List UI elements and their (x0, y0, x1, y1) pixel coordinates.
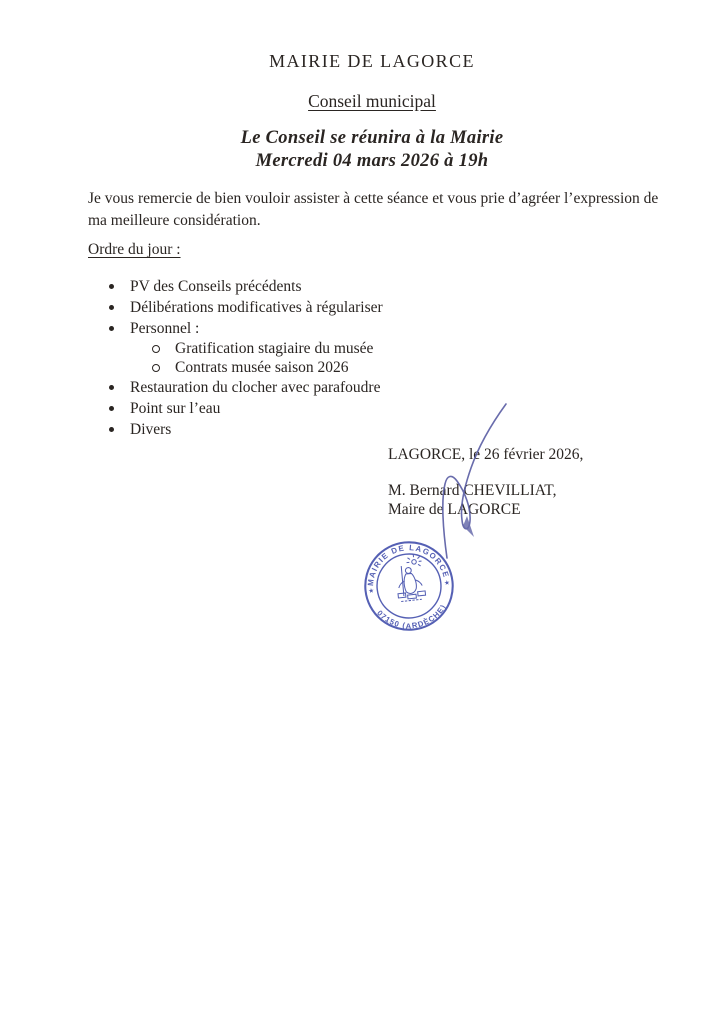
agenda-item-label: Personnel : (130, 320, 200, 337)
agenda-item-label: PV des Conseils précédents (130, 278, 302, 295)
disc-bullet-icon (109, 326, 114, 331)
signature-ink-blot (463, 516, 474, 537)
stamp-star-right-icon: ★ (443, 579, 451, 588)
list-item (88, 297, 608, 318)
list-item-sub (88, 339, 608, 358)
page-title: MAIRIE DE LAGORCE (269, 51, 475, 71)
disc-bullet-icon (109, 284, 114, 289)
greeting-line2: ma meilleure considération. (88, 212, 261, 229)
agenda-subitem-label: Contrats musée saison 2026 (175, 359, 349, 376)
document-subtitle: Conseil municipal (308, 91, 436, 111)
greeting-line1: Je vous remercie de bien vouloir assister à cette séance et vous prie d’agréer l’expression de (88, 190, 659, 207)
agenda-item-label: Délibérations modificatives à régulariser (130, 299, 383, 316)
disc-bullet-icon (109, 427, 114, 432)
list-item-sub (88, 358, 608, 377)
signatory-title: Maire de LAGORCE (388, 500, 521, 518)
agenda-item-label: Restauration du clocher avec parafoudre (130, 379, 381, 396)
meeting-notice-line2: Mercredi 04 mars 2026 à 19h (255, 151, 489, 171)
agenda-heading: Ordre du jour : (88, 241, 181, 258)
agenda-subitem-label: Gratification stagiaire du musée (175, 340, 374, 357)
stamp-top-text: MAIRIE DE LAGORCE (366, 543, 451, 587)
signature-stroke (443, 404, 506, 558)
stamp-bottom-text: 07150 (ARDÈCHE) (375, 602, 449, 631)
list-item (88, 276, 608, 297)
handwritten-signature (418, 390, 530, 575)
list-item (88, 419, 608, 440)
stamp-star-left-icon: ★ (367, 587, 375, 596)
circle-bullet-icon (152, 364, 160, 372)
list-item (88, 318, 608, 339)
greeting-paragraph (88, 188, 660, 232)
agenda-list (88, 276, 608, 440)
list-item (88, 398, 608, 419)
disc-bullet-icon (109, 406, 114, 411)
signatory-name: M. Bernard CHEVILLIAT, (388, 482, 557, 499)
agenda-item-label: Point sur l’eau (130, 400, 221, 417)
meeting-notice (10, 127, 724, 173)
disc-bullet-icon (109, 305, 114, 310)
circle-bullet-icon (152, 345, 160, 353)
disc-bullet-icon (109, 385, 114, 390)
list-item (88, 377, 608, 398)
agenda-item-label: Divers (130, 421, 172, 438)
date-line: LAGORCE, le 26 février 2026, (388, 446, 584, 463)
meeting-notice-line1: Le Conseil se réunira à la Mairie (240, 128, 504, 148)
